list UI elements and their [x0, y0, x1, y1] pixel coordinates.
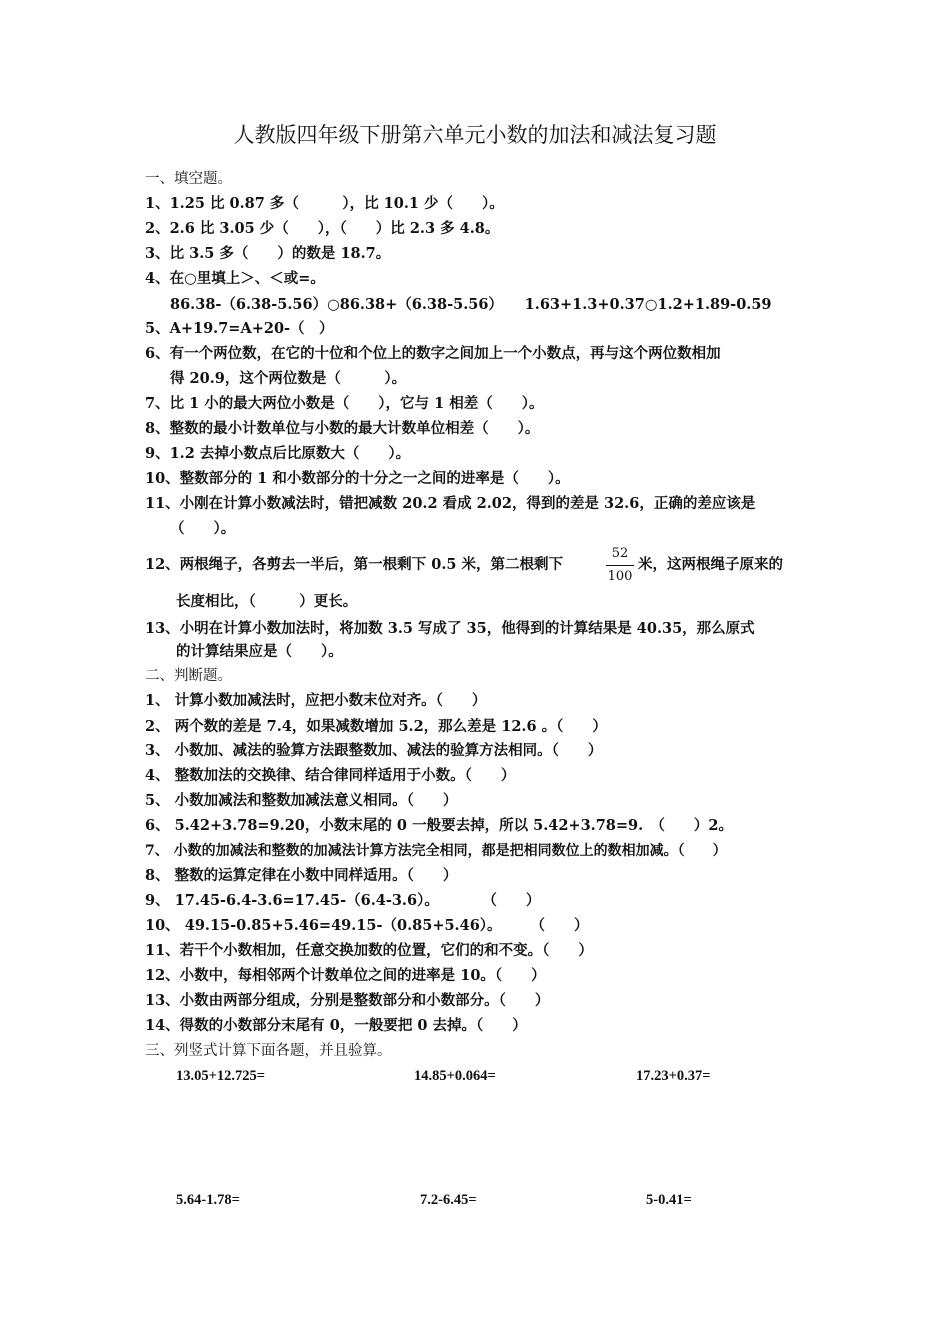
section-heading-fill-blank: 一、填空题。	[145, 171, 232, 187]
question-1-11-cont: （ ）。	[170, 520, 236, 537]
fraction-bar	[606, 565, 634, 566]
judge-2: 2、 两个数的差是 7.4，如果减数增加 5.2，那么差是 12.6 。（ ）	[145, 718, 607, 735]
question-1-4: 4、在○里填上＞、＜或=。	[145, 270, 325, 287]
page-title: 人教版四年级下册第六单元小数的加法和减法复习题	[233, 123, 717, 147]
question-1-3: 3、比 3.5 多（ ）的数是 18.7。	[145, 245, 391, 262]
fraction-numerator: 52	[611, 546, 629, 561]
section-heading-vertical-calc: 三、列竖式计算下面各题，并且验算。	[145, 1043, 392, 1059]
judge-1: 1、 计算小数加减法时，应把小数末位对齐。（ ）	[145, 692, 487, 709]
judge-11: 11、若干个小数相加，任意交换加数的位置，它们的和不变。（ ）	[145, 942, 593, 959]
fraction-denominator: 100	[607, 569, 633, 584]
judge-7: 7、 小数的加减法和整数的加减法计算方法完全相同，都是把相同数位上的数相加减。（ ）	[145, 843, 727, 859]
judge-10: 10、 49.15-0.85+5.46=49.15-（0.85+5.46）。 （ ）	[145, 917, 589, 934]
calc-problem-3: 17.23+0.37=	[636, 1068, 711, 1084]
question-1-8: 8、整数的最小计数单位与小数的最大计数单位相差（ ）。	[145, 420, 540, 437]
judge-8: 8、 整数的运算定律在小数中同样适用。（ ）	[145, 867, 458, 884]
question-1-9: 9、1.2 去掉小数点后比原数大（ ）。	[145, 445, 411, 462]
question-1-13: 13、小明在计算小数加法时，将加数 3.5 写成了 35，他得到的计算结果是 40.35，那么原式	[145, 620, 755, 637]
question-1-1: 1、1.25 比 0.87 多（ ），比 10.1 少（ ）。	[145, 195, 504, 212]
judge-14: 14、得数的小数部分末尾有 0，一般要把 0 去掉。（ ）	[145, 1017, 527, 1034]
section-heading-true-false: 二、判断题。	[145, 668, 232, 684]
judge-6: 6、 5.42+3.78=9.20，小数末尾的 0 一般要去掉，所以 5.42+3.78=9. （ ）2。	[145, 817, 734, 834]
question-1-11: 11、小刚在计算小数减法时，错把减数 20.2 看成 2.02，得到的差是 32.6，正确的差应该是	[145, 495, 756, 512]
judge-5: 5、 小数加减法和整数加减法意义相同。（ ）	[145, 792, 458, 809]
question-1-6: 6、有一个两位数，在它的十位和个位上的数字之间加上一个小数点，再与这个两位数相加	[145, 345, 721, 362]
judge-4: 4、 整数加法的交换律、结合律同样适用于小数。（ ）	[145, 767, 516, 784]
calc-problem-6: 5-0.41=	[646, 1192, 692, 1208]
judge-13: 13、小数由两部分组成，分别是整数部分和小数部分。（ ）	[145, 992, 550, 1009]
question-1-5: 5、A+19.7=A+20-（ ）	[145, 320, 334, 337]
calc-problem-1: 13.05+12.725=	[176, 1068, 266, 1084]
judge-3: 3、 小数加、减法的验算方法跟整数加、减法的验算方法相同。（ ）	[145, 742, 603, 759]
calc-problem-4: 5.64-1.78=	[176, 1192, 240, 1208]
question-1-12: 12、两根绳子，各剪去一半后，第一根剩下 0.5 米，第二根剩下	[145, 556, 563, 573]
calc-problem-2: 14.85+0.064=	[414, 1068, 496, 1084]
question-1-4-comparisons: 86.38-（6.38-5.56）○86.38+（6.38-5.56） 1.63+1.3+0.37○1.2+1.89-0.59	[170, 296, 772, 313]
question-1-12-cont: 长度相比，（ ）更长。	[176, 593, 358, 610]
judge-9: 9、 17.45-6.4-3.6=17.45-（6.4-3.6）。 （ ）	[145, 892, 541, 909]
question-1-10: 10、整数部分的 1 和小数部分的十分之一之间的进率是（ ）。	[145, 470, 570, 487]
question-1-2: 2、2.6 比 3.05 少（ ），（ ）比 2.3 多 4.8。	[145, 220, 500, 237]
judge-12: 12、小数中，每相邻两个计数单位之间的进率是 10。（ ）	[145, 967, 546, 984]
question-1-7: 7、比 1 小的最大两位小数是（ ），它与 1 相差（ ）。	[145, 395, 544, 412]
question-1-6-cont: 得 20.9，这个两位数是（ ）。	[170, 370, 407, 387]
question-1-12-rest: 米，这两根绳子原来的	[638, 556, 783, 573]
calc-problem-5: 7.2-6.45=	[420, 1192, 477, 1208]
question-1-13-cont: 的计算结果应是（ ）。	[176, 643, 343, 660]
